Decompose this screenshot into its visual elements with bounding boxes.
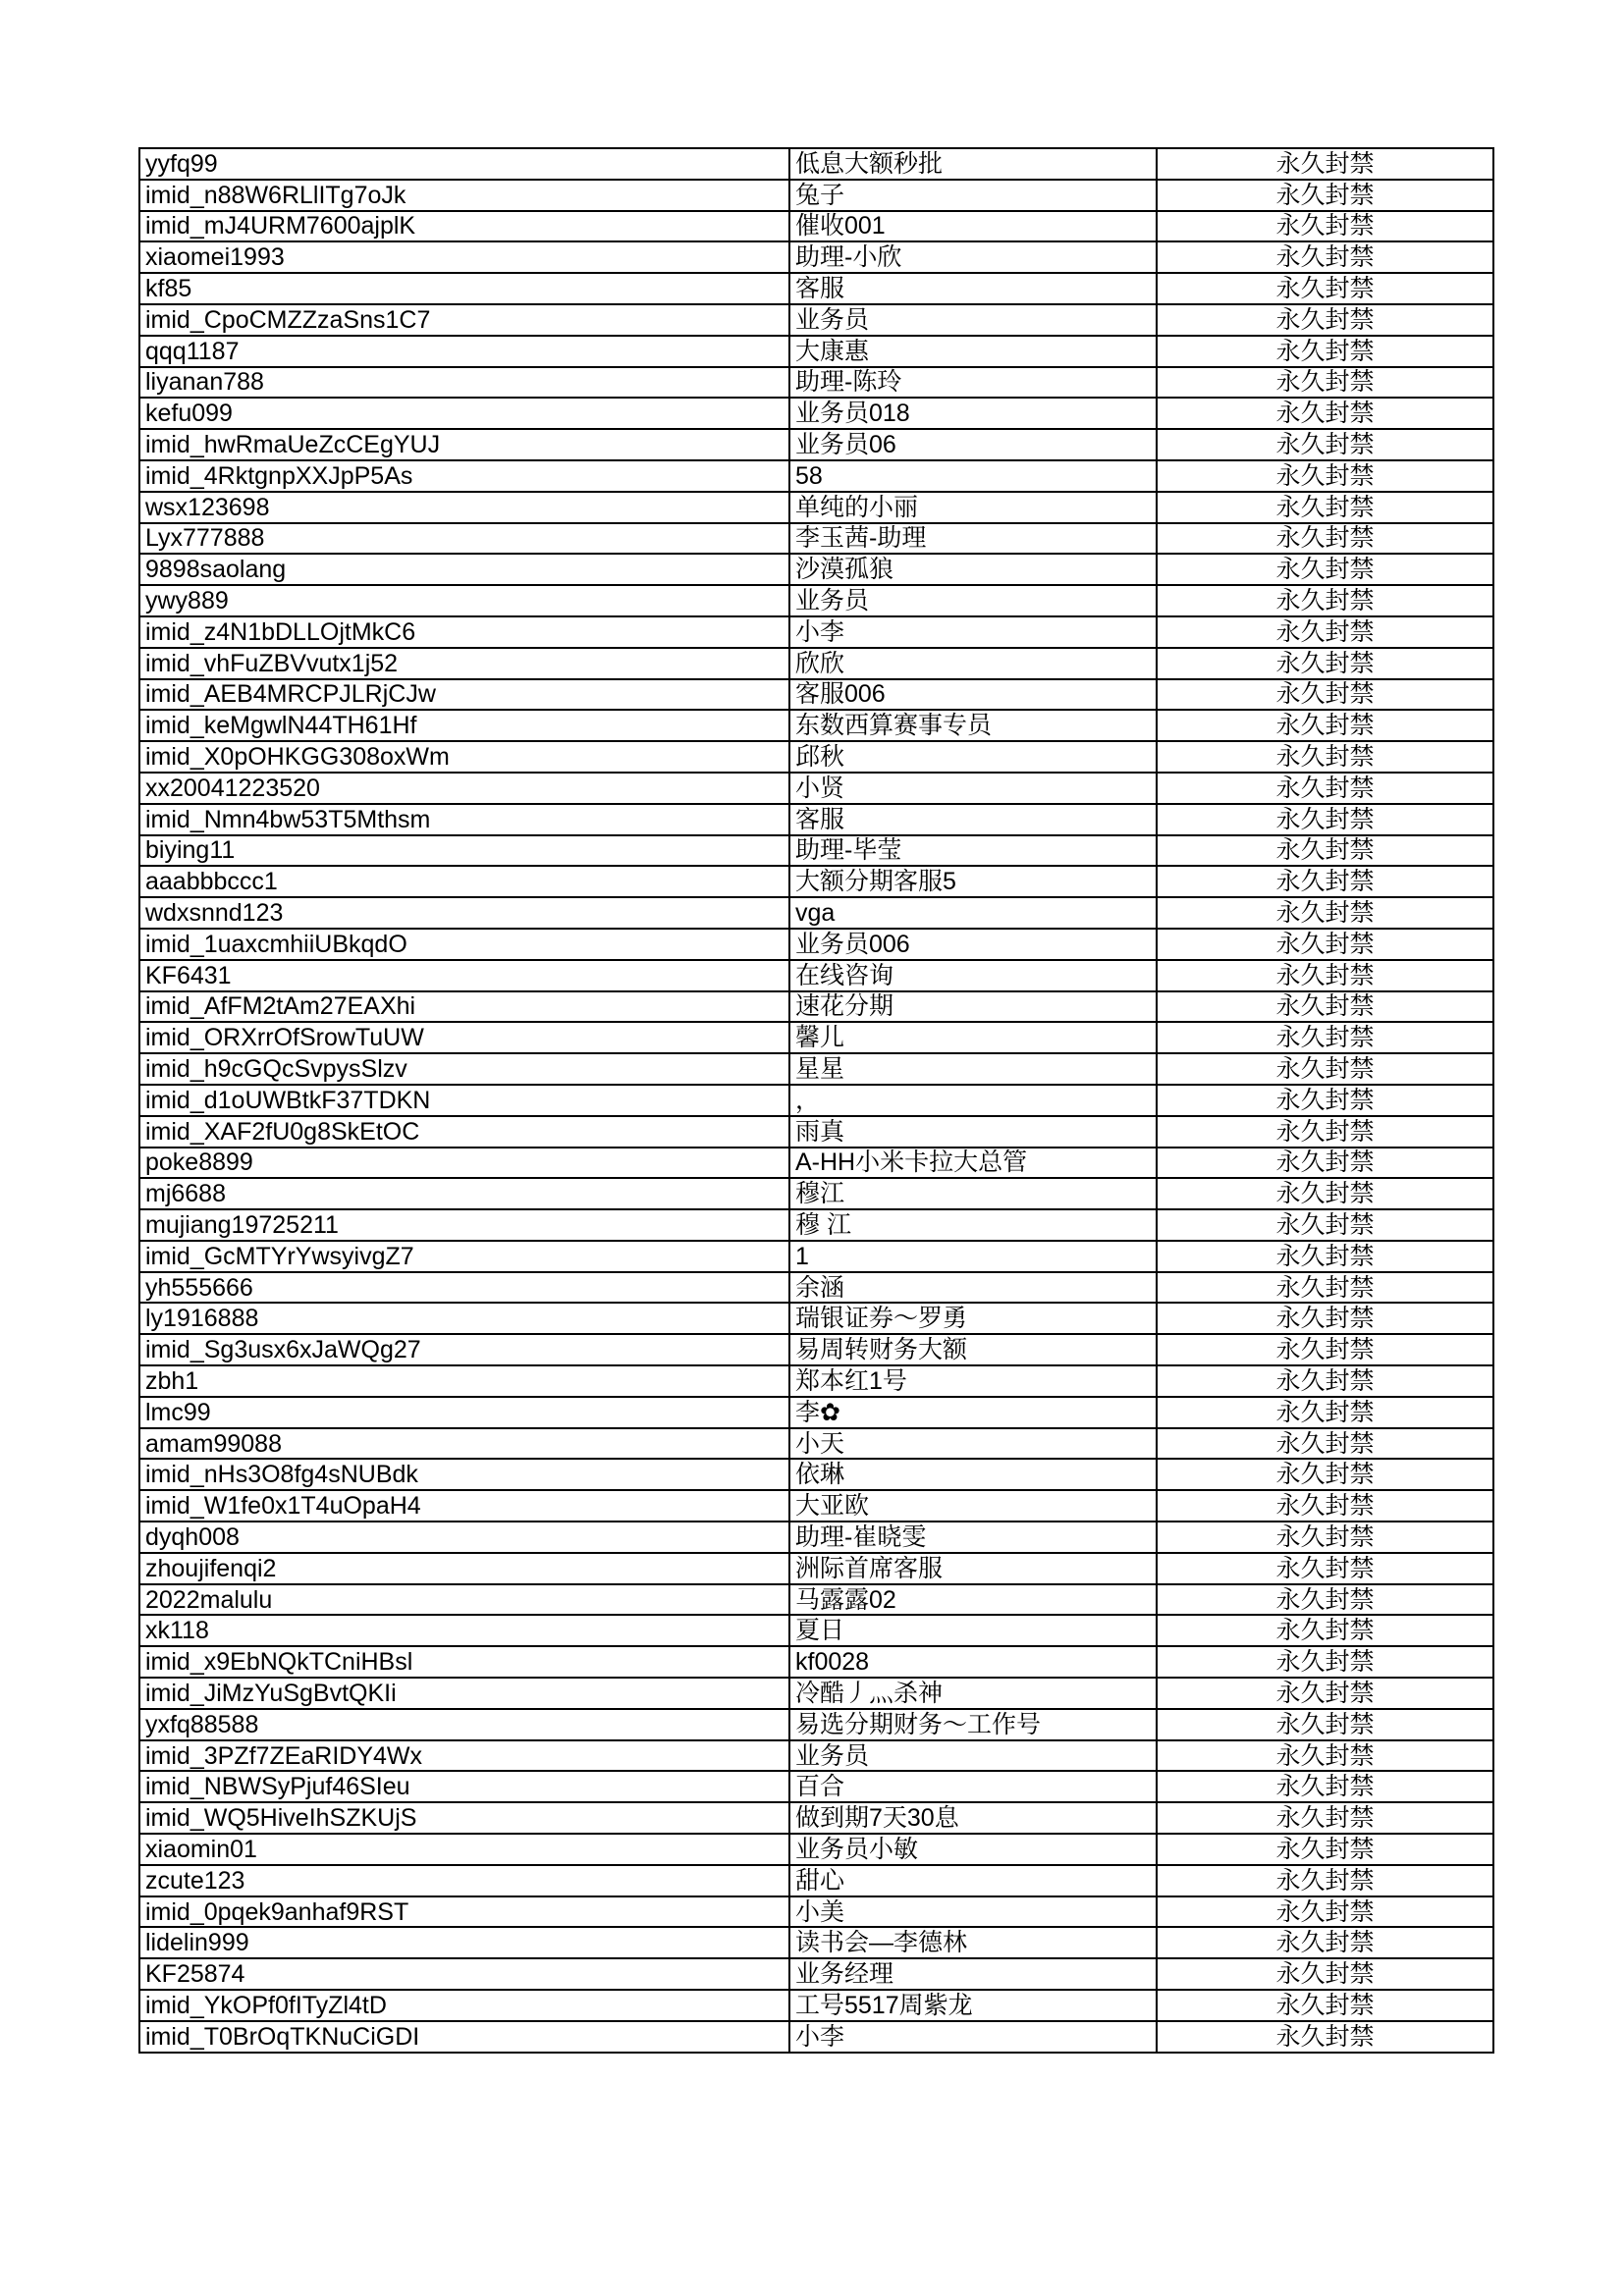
table-row: [139, 1678, 1493, 1709]
table-row: [139, 1241, 1493, 1272]
account-id-cell: ly1916888: [139, 1303, 789, 1334]
status-cell: 永久封禁: [1157, 336, 1493, 367]
account-id-cell: imid_GcMTYrYwsyivgZ7: [139, 1241, 789, 1272]
display-name-cell: 李✿: [789, 1397, 1157, 1428]
account-id-cell: imid_nHs3O8fg4sNUBdk: [139, 1459, 789, 1490]
display-name-cell: 星星: [789, 1053, 1157, 1085]
status-cell: 永久封禁: [1157, 679, 1493, 711]
account-id-cell: imid_z4N1bDLLOjtMkC6: [139, 616, 789, 648]
status-cell: 永久封禁: [1157, 616, 1493, 648]
status-cell: 永久封禁: [1157, 1865, 1493, 1896]
account-id-cell: imid_1uaxcmhiiUBkqdO: [139, 929, 789, 960]
account-id-cell: imid_T0BrOqTKNuCiGDI: [139, 2021, 789, 2053]
account-id-cell: ywy889: [139, 585, 789, 616]
table-row: [139, 1896, 1493, 1928]
status-cell: 永久封禁: [1157, 1771, 1493, 1802]
table-row: [139, 897, 1493, 929]
table-row: [139, 741, 1493, 773]
status-cell: 永久封禁: [1157, 1209, 1493, 1241]
table-row: [139, 148, 1493, 180]
ban-list-body: [139, 148, 1493, 2053]
account-id-cell: qqq1187: [139, 336, 789, 367]
account-id-cell: lmc99: [139, 1397, 789, 1428]
account-id-cell: wdxsnnd123: [139, 897, 789, 929]
table-row: [139, 648, 1493, 679]
account-id-cell: biying11: [139, 835, 789, 867]
display-name-cell: 欣欣: [789, 648, 1157, 679]
account-id-cell: amam99088: [139, 1428, 789, 1460]
status-cell: 永久封禁: [1157, 1490, 1493, 1522]
display-name-cell: 余涵: [789, 1272, 1157, 1304]
status-cell: 永久封禁: [1157, 1303, 1493, 1334]
display-name-cell: 李玉茜-助理: [789, 523, 1157, 555]
display-name-cell: 大康惠: [789, 336, 1157, 367]
table-row: [139, 1958, 1493, 1990]
display-name-cell: 大额分期客服5: [789, 866, 1157, 897]
ban-list-sheet: [138, 147, 1492, 2054]
display-name-cell: 在线咨询: [789, 960, 1157, 991]
status-cell: 永久封禁: [1157, 897, 1493, 929]
status-cell: 永久封禁: [1157, 585, 1493, 616]
table-row: [139, 616, 1493, 648]
account-id-cell: imid_CpoCMZZzaSns1C7: [139, 304, 789, 336]
account-id-cell: imid_n88W6RLlITg7oJk: [139, 180, 789, 211]
display-name-cell: 助理-小欣: [789, 241, 1157, 273]
display-name-cell: 做到期7天30息: [789, 1802, 1157, 1834]
status-cell: 永久封禁: [1157, 1148, 1493, 1179]
status-cell: 永久封禁: [1157, 1802, 1493, 1834]
display-name-cell: 工号5517周紫龙: [789, 1990, 1157, 2021]
display-name-cell: 业务员小敏: [789, 1834, 1157, 1865]
account-id-cell: imid_WQ5HiveIhSZKUjS: [139, 1802, 789, 1834]
table-row: [139, 2021, 1493, 2053]
table-row: [139, 1490, 1493, 1522]
account-id-cell: imid_3PZf7ZEaRIDY4Wx: [139, 1740, 789, 1772]
table-row: [139, 1615, 1493, 1646]
display-name-cell: 低息大额秒批: [789, 148, 1157, 180]
display-name-cell: 助理-毕莹: [789, 835, 1157, 867]
display-name-cell: 读书会—李德林: [789, 1927, 1157, 1958]
account-id-cell: xk118: [139, 1615, 789, 1646]
status-cell: 永久封禁: [1157, 1615, 1493, 1646]
status-cell: 永久封禁: [1157, 1584, 1493, 1616]
table-row: [139, 866, 1493, 897]
status-cell: 永久封禁: [1157, 2021, 1493, 2053]
table-row: [139, 1365, 1493, 1397]
account-id-cell: imid_Nmn4bw53T5Mthsm: [139, 804, 789, 835]
display-name-cell: 洲际首席客服: [789, 1553, 1157, 1584]
table-row: [139, 1834, 1493, 1865]
status-cell: 永久封禁: [1157, 460, 1493, 492]
display-name-cell: 业务经理: [789, 1958, 1157, 1990]
ban-list-table: [138, 147, 1494, 2054]
status-cell: 永久封禁: [1157, 1272, 1493, 1304]
account-id-cell: imid_YkOPf0fITyZl4tD: [139, 1990, 789, 2021]
table-row: [139, 1116, 1493, 1148]
display-name-cell: 小李: [789, 2021, 1157, 2053]
account-id-cell: xx20041223520: [139, 773, 789, 804]
display-name-cell: 58: [789, 460, 1157, 492]
account-id-cell: imid_hwRmaUeZcCEgYUJ: [139, 429, 789, 460]
table-row: [139, 211, 1493, 242]
account-id-cell: yh555666: [139, 1272, 789, 1304]
display-name-cell: 助理-崔晓雯: [789, 1522, 1157, 1553]
account-id-cell: imid_X0pOHKGG308oxWm: [139, 741, 789, 773]
table-row: [139, 835, 1493, 867]
table-row: [139, 991, 1493, 1023]
table-row: [139, 1428, 1493, 1460]
table-row: [139, 804, 1493, 835]
account-id-cell: mujiang19725211: [139, 1209, 789, 1241]
table-row: [139, 523, 1493, 555]
display-name-cell: 东数西算赛事专员: [789, 710, 1157, 741]
display-name-cell: 大亚欧: [789, 1490, 1157, 1522]
display-name-cell: 甜心: [789, 1865, 1157, 1896]
table-row: [139, 1802, 1493, 1834]
status-cell: 永久封禁: [1157, 929, 1493, 960]
table-row: [139, 398, 1493, 429]
table-row: [139, 1272, 1493, 1304]
table-row: [139, 1646, 1493, 1678]
status-cell: 永久封禁: [1157, 398, 1493, 429]
status-cell: 永久封禁: [1157, 554, 1493, 585]
status-cell: 永久封禁: [1157, 492, 1493, 523]
status-cell: 永久封禁: [1157, 710, 1493, 741]
status-cell: 永久封禁: [1157, 1678, 1493, 1709]
status-cell: 永久封禁: [1157, 1990, 1493, 2021]
status-cell: 永久封禁: [1157, 1178, 1493, 1209]
display-name-cell: 馨儿: [789, 1022, 1157, 1053]
status-cell: 永久封禁: [1157, 866, 1493, 897]
account-id-cell: kefu099: [139, 398, 789, 429]
display-name-cell: ，: [789, 1085, 1157, 1116]
table-row: [139, 1148, 1493, 1179]
table-row: [139, 1178, 1493, 1209]
account-id-cell: lidelin999: [139, 1927, 789, 1958]
account-id-cell: wsx123698: [139, 492, 789, 523]
status-cell: 永久封禁: [1157, 148, 1493, 180]
account-id-cell: poke8899: [139, 1148, 789, 1179]
table-row: [139, 679, 1493, 711]
account-id-cell: dyqh008: [139, 1522, 789, 1553]
table-row: [139, 492, 1493, 523]
status-cell: 永久封禁: [1157, 648, 1493, 679]
table-row: [139, 1303, 1493, 1334]
table-row: [139, 180, 1493, 211]
display-name-cell: 依琳: [789, 1459, 1157, 1490]
status-cell: 永久封禁: [1157, 1241, 1493, 1272]
table-row: [139, 460, 1493, 492]
table-row: [139, 1865, 1493, 1896]
table-row: [139, 1709, 1493, 1740]
account-id-cell: KF25874: [139, 1958, 789, 1990]
display-name-cell: 夏日: [789, 1615, 1157, 1646]
table-row: [139, 710, 1493, 741]
account-id-cell: imid_ORXrrOfSrowTuUW: [139, 1022, 789, 1053]
status-cell: 永久封禁: [1157, 1022, 1493, 1053]
table-row: [139, 773, 1493, 804]
status-cell: 永久封禁: [1157, 1365, 1493, 1397]
status-cell: 永久封禁: [1157, 1927, 1493, 1958]
status-cell: 永久封禁: [1157, 1958, 1493, 1990]
table-row: [139, 585, 1493, 616]
account-id-cell: 9898saolang: [139, 554, 789, 585]
status-cell: 永久封禁: [1157, 1459, 1493, 1490]
account-id-cell: imid_mJ4URM7600ajplK: [139, 211, 789, 242]
table-row: [139, 241, 1493, 273]
display-name-cell: 客服006: [789, 679, 1157, 711]
table-row: [139, 367, 1493, 399]
display-name-cell: 业务员006: [789, 929, 1157, 960]
table-row: [139, 273, 1493, 304]
display-name-cell: 穆 江: [789, 1209, 1157, 1241]
display-name-cell: kf0028: [789, 1646, 1157, 1678]
display-name-cell: 易选分期财务～工作号: [789, 1709, 1157, 1740]
account-id-cell: yxfq88588: [139, 1709, 789, 1740]
account-id-cell: KF6431: [139, 960, 789, 991]
status-cell: 永久封禁: [1157, 180, 1493, 211]
display-name-cell: 易周转财务大额: [789, 1334, 1157, 1365]
account-id-cell: imid_NBWSyPjuf46SIeu: [139, 1771, 789, 1802]
status-cell: 永久封禁: [1157, 523, 1493, 555]
account-id-cell: zbh1: [139, 1365, 789, 1397]
account-id-cell: imid_x9EbNQkTCniHBsl: [139, 1646, 789, 1678]
display-name-cell: vga: [789, 897, 1157, 929]
status-cell: 永久封禁: [1157, 304, 1493, 336]
display-name-cell: 业务员: [789, 304, 1157, 336]
account-id-cell: zhoujifenqi2: [139, 1553, 789, 1584]
display-name-cell: 冷酷丿灬杀神: [789, 1678, 1157, 1709]
status-cell: 永久封禁: [1157, 960, 1493, 991]
status-cell: 永久封禁: [1157, 741, 1493, 773]
account-id-cell: yyfq99: [139, 148, 789, 180]
table-row: [139, 1990, 1493, 2021]
display-name-cell: 雨真: [789, 1116, 1157, 1148]
display-name-cell: A-HH小米卡拉大总管: [789, 1148, 1157, 1179]
table-row: [139, 1053, 1493, 1085]
account-id-cell: imid_vhFuZBVvutx1j52: [139, 648, 789, 679]
account-id-cell: liyanan788: [139, 367, 789, 399]
display-name-cell: 1: [789, 1241, 1157, 1272]
account-id-cell: imid_d1oUWBtkF37TDKN: [139, 1085, 789, 1116]
display-name-cell: 兔子: [789, 180, 1157, 211]
status-cell: 永久封禁: [1157, 429, 1493, 460]
account-id-cell: xiaomin01: [139, 1834, 789, 1865]
table-row: [139, 1085, 1493, 1116]
status-cell: 永久封禁: [1157, 1085, 1493, 1116]
display-name-cell: 小美: [789, 1896, 1157, 1928]
account-id-cell: imid_XAF2fU0g8SkEtOC: [139, 1116, 789, 1148]
table-row: [139, 304, 1493, 336]
display-name-cell: 小贤: [789, 773, 1157, 804]
display-name-cell: 瑞银证券～罗勇: [789, 1303, 1157, 1334]
display-name-cell: 助理-陈玲: [789, 367, 1157, 399]
account-id-cell: Lyx777888: [139, 523, 789, 555]
table-row: [139, 1334, 1493, 1365]
account-id-cell: imid_h9cGQcSvpysSlzv: [139, 1053, 789, 1085]
status-cell: 永久封禁: [1157, 1334, 1493, 1365]
account-id-cell: imid_keMgwlN44TH61Hf: [139, 710, 789, 741]
table-row: [139, 1927, 1493, 1958]
account-id-cell: imid_Sg3usx6xJaWQg27: [139, 1334, 789, 1365]
status-cell: 永久封禁: [1157, 1053, 1493, 1085]
status-cell: 永久封禁: [1157, 1709, 1493, 1740]
account-id-cell: imid_AfFM2tAm27EAXhi: [139, 991, 789, 1023]
display-name-cell: 沙漠孤狼: [789, 554, 1157, 585]
table-row: [139, 1022, 1493, 1053]
status-cell: 永久封禁: [1157, 273, 1493, 304]
account-id-cell: imid_0pqek9anhaf9RST: [139, 1896, 789, 1928]
account-id-cell: kf85: [139, 273, 789, 304]
table-row: [139, 960, 1493, 991]
table-row: [139, 1584, 1493, 1616]
table-row: [139, 1771, 1493, 1802]
account-id-cell: xiaomei1993: [139, 241, 789, 273]
table-row: [139, 929, 1493, 960]
display-name-cell: 百合: [789, 1771, 1157, 1802]
status-cell: 永久封禁: [1157, 991, 1493, 1023]
display-name-cell: 小李: [789, 616, 1157, 648]
status-cell: 永久封禁: [1157, 1553, 1493, 1584]
account-id-cell: mj6688: [139, 1178, 789, 1209]
table-row: [139, 554, 1493, 585]
status-cell: 永久封禁: [1157, 1397, 1493, 1428]
display-name-cell: 业务员018: [789, 398, 1157, 429]
display-name-cell: 单纯的小丽: [789, 492, 1157, 523]
account-id-cell: imid_4RktgnpXXJpP5As: [139, 460, 789, 492]
status-cell: 永久封禁: [1157, 1116, 1493, 1148]
account-id-cell: zcute123: [139, 1865, 789, 1896]
status-cell: 永久封禁: [1157, 835, 1493, 867]
display-name-cell: 马露露02: [789, 1584, 1157, 1616]
account-id-cell: imid_JiMzYuSgBvtQKIi: [139, 1678, 789, 1709]
display-name-cell: 客服: [789, 273, 1157, 304]
table-row: [139, 1522, 1493, 1553]
status-cell: 永久封禁: [1157, 773, 1493, 804]
display-name-cell: 客服: [789, 804, 1157, 835]
account-id-cell: imid_W1fe0x1T4uOpaH4: [139, 1490, 789, 1522]
table-row: [139, 1553, 1493, 1584]
display-name-cell: 郑本红1号: [789, 1365, 1157, 1397]
status-cell: 永久封禁: [1157, 241, 1493, 273]
display-name-cell: 催收001: [789, 211, 1157, 242]
display-name-cell: 速花分期: [789, 991, 1157, 1023]
table-row: [139, 1459, 1493, 1490]
status-cell: 永久封禁: [1157, 1428, 1493, 1460]
display-name-cell: 小天: [789, 1428, 1157, 1460]
status-cell: 永久封禁: [1157, 804, 1493, 835]
table-row: [139, 336, 1493, 367]
display-name-cell: 穆江: [789, 1178, 1157, 1209]
status-cell: 永久封禁: [1157, 1522, 1493, 1553]
display-name-cell: 业务员: [789, 1740, 1157, 1772]
display-name-cell: 邱秋: [789, 741, 1157, 773]
table-row: [139, 1209, 1493, 1241]
status-cell: 永久封禁: [1157, 211, 1493, 242]
account-id-cell: 2022malulu: [139, 1584, 789, 1616]
table-row: [139, 429, 1493, 460]
status-cell: 永久封禁: [1157, 1740, 1493, 1772]
display-name-cell: 业务员06: [789, 429, 1157, 460]
status-cell: 永久封禁: [1157, 1646, 1493, 1678]
display-name-cell: 业务员: [789, 585, 1157, 616]
status-cell: 永久封禁: [1157, 1834, 1493, 1865]
table-row: [139, 1397, 1493, 1428]
status-cell: 永久封禁: [1157, 1896, 1493, 1928]
account-id-cell: imid_AEB4MRCPJLRjCJw: [139, 679, 789, 711]
table-row: [139, 1740, 1493, 1772]
status-cell: 永久封禁: [1157, 367, 1493, 399]
account-id-cell: aaabbbccc1: [139, 866, 789, 897]
